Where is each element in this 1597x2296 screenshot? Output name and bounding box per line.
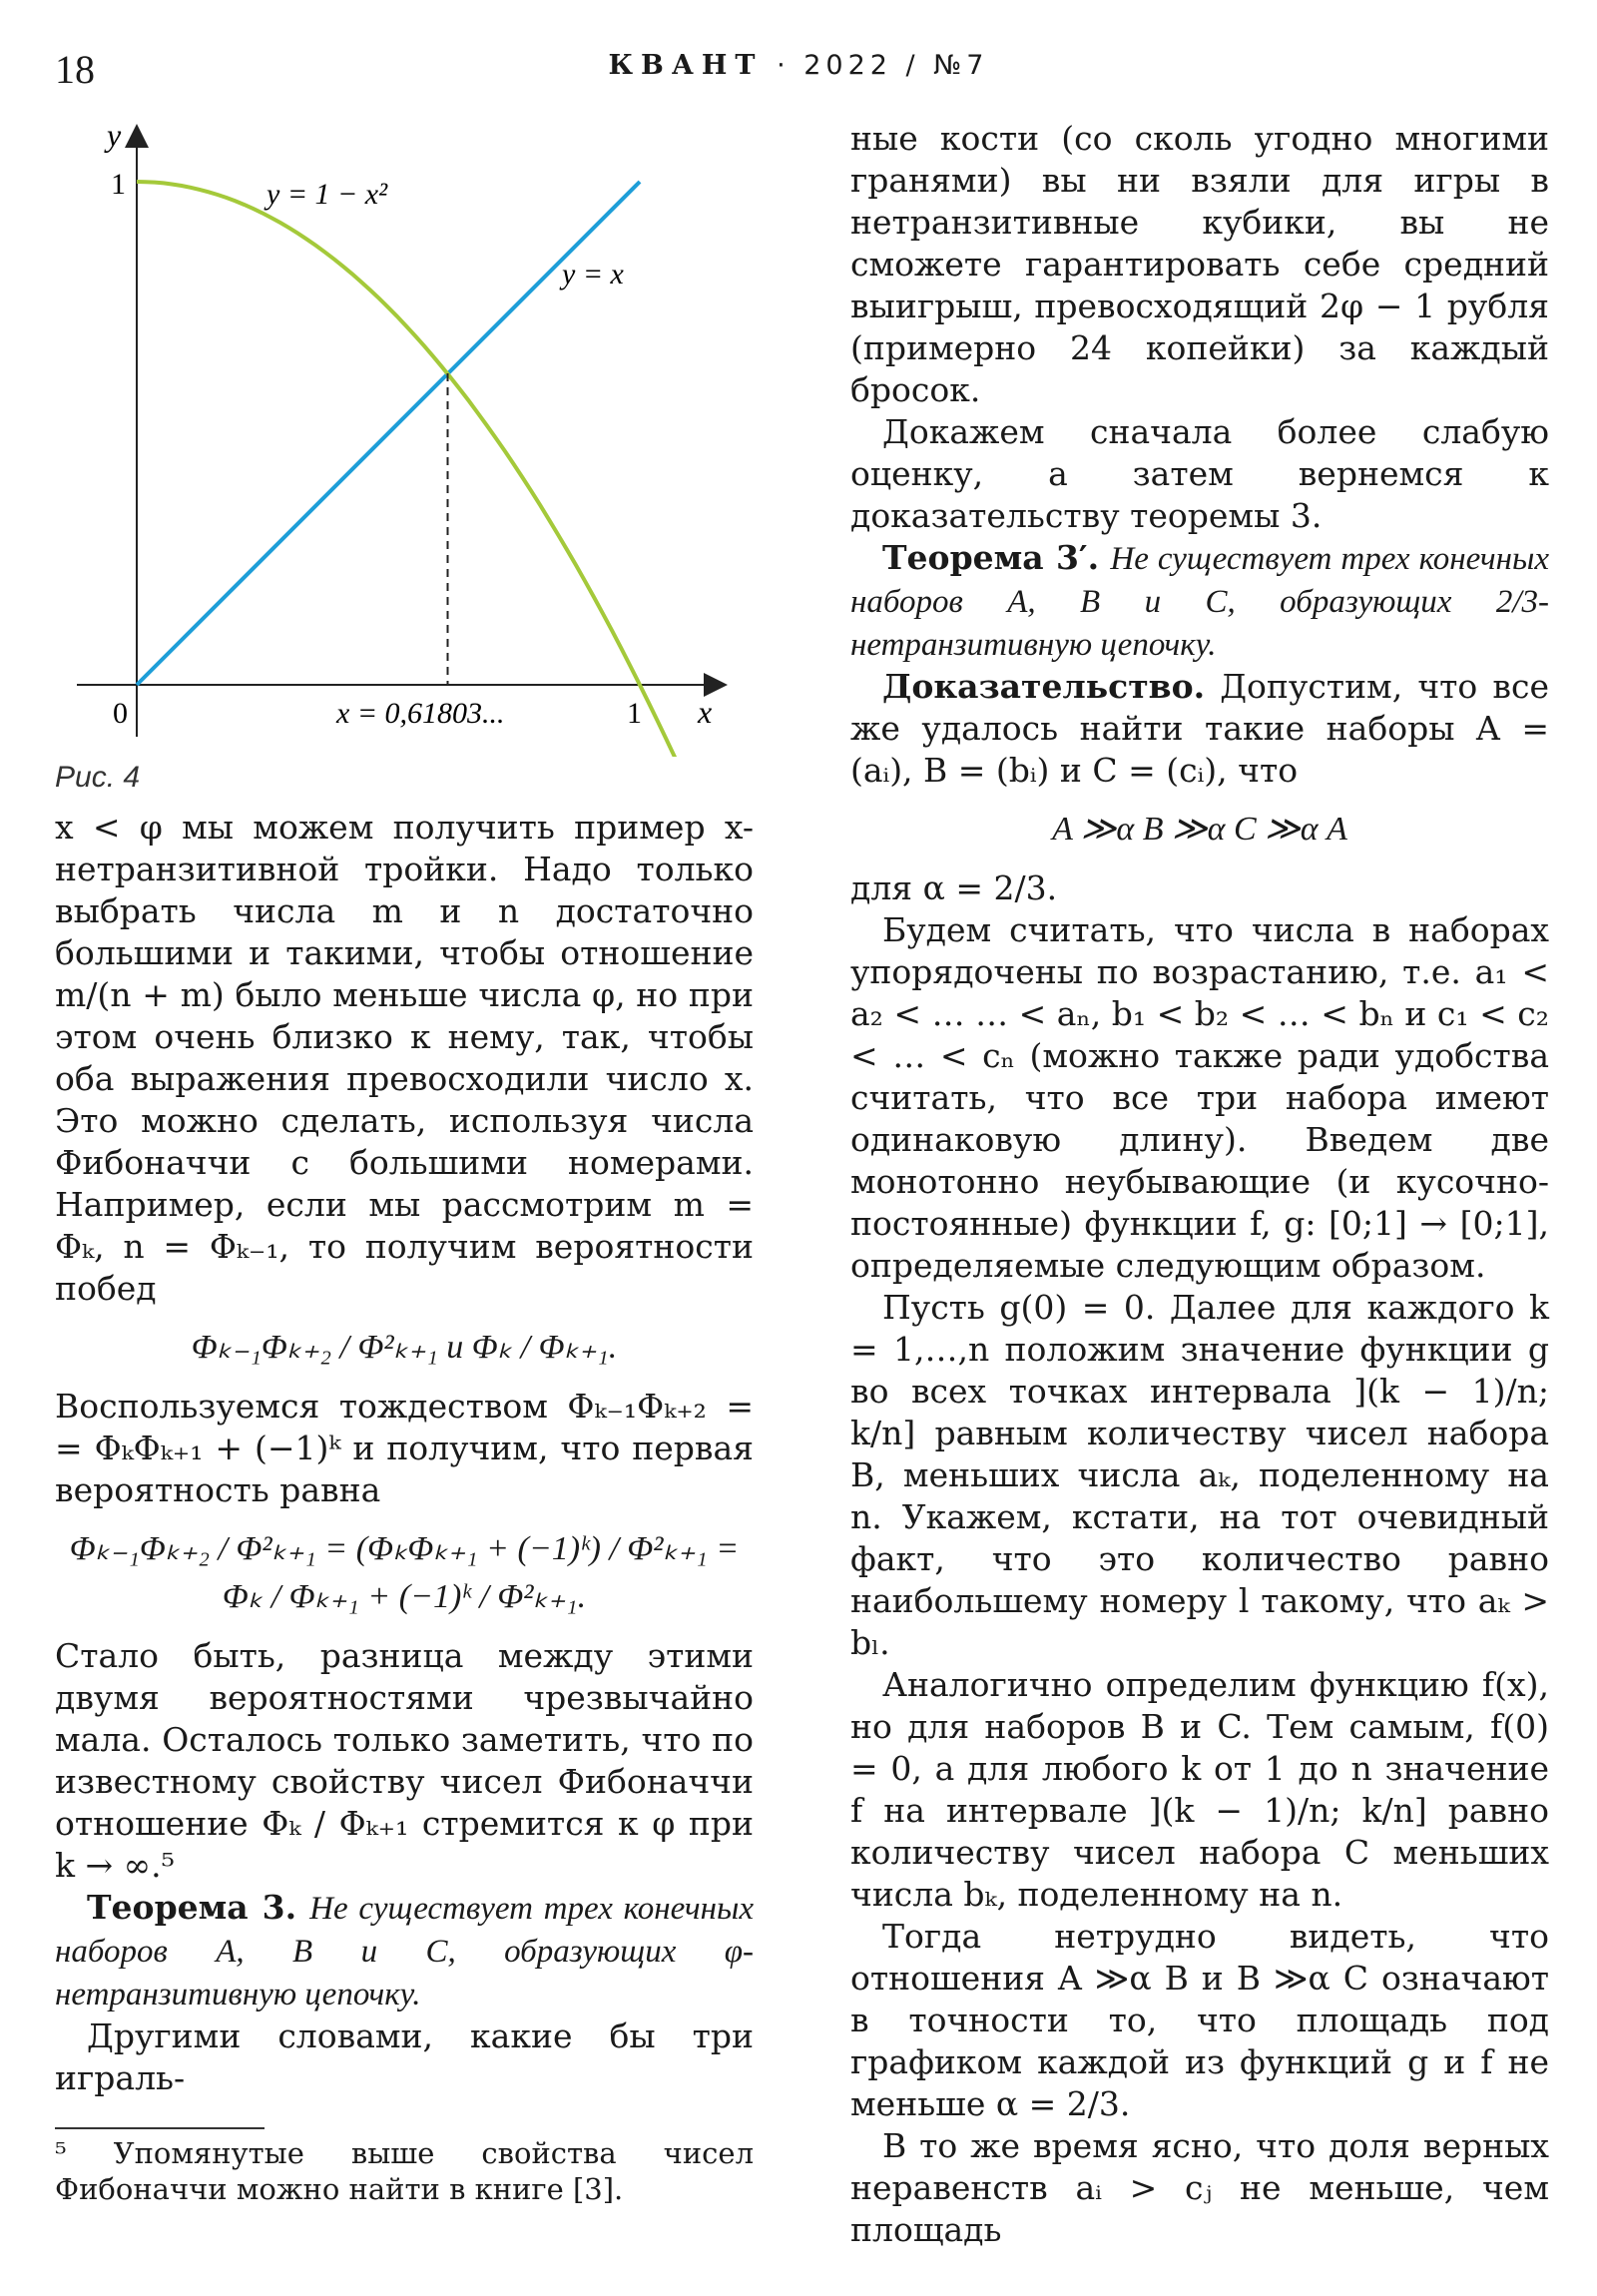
figure-4 [55, 118, 754, 757]
footnote-divider [55, 2127, 265, 2129]
function-plot [55, 118, 754, 757]
proof-title: Доказательство. [882, 667, 1206, 706]
right-paragraph-1: ные кости (со сколь угодно многими гранями) вы ни взяли для игры в нетранзитивные кубики, вы не сможете гарантировать себе средний выигрыш, превосходящий 2φ − 1 рубля (примерно 24 копейки) за каждый бросок. [850, 119, 1549, 409]
page-header [0, 40, 1597, 100]
figure-caption: Рис. 4 [55, 761, 141, 794]
right-paragraph-5: Пусть g(0) = 0. Далее для каждого k = 1,…,n положим значение функции g во всех точках интервала ](k − 1)/n; k/n] равным количеству чисел набора B, меньших числа aₖ, поделенному на n. Укажем, кстати, на тот очевидный факт, что это количество равно наибольшему номеру l такому, что aₖ > bₗ. [850, 1288, 1549, 1662]
intersection-label: x = 0,61803... [336, 697, 505, 730]
formula-probabilities: Φₖ₋₁Φₖ₊₂ / Φ²ₖ₊₁ и Φₖ / Φₖ₊₁. [191, 1329, 618, 1366]
formula-first-probability: Φₖ₋₁Φₖ₊₂ / Φ²ₖ₊₁ = (ΦₖΦₖ₊₁ + (−1)ᵏ) / Φ²ₖ₊₁ = Φₖ / Φₖ₊₁ + (−1)ᵏ / Φ²ₖ₊₁. [69, 1530, 740, 1615]
theorem-3-title: Теорема 3. [87, 1888, 297, 1927]
right-paragraph-6: Аналогично определим функцию f(x), но для наборов B и C. Тем самым, f(0) = 0, а для любого k от 1 до n значение f на интервале ](k − 1)/n; k/n] равно количеству чисел набора C меньших числа bₖ, поделенному на n. [850, 1665, 1549, 1914]
formula-chain: A ≫α B ≫α C ≫α A [1052, 811, 1347, 848]
right-paragraph-4: Будем считать, что числа в наборах упорядочены по возрастанию, т.е. a₁ < a₂ < … … < aₙ, b₁ < b₂ < … < bₙ и c₁ < c₂ < … < cₙ (можно также ради удобства считать, что все три набора имеют одинаковую длину). Введем две монотонно неубывающие (и кусочно-постоянные) функции f, g: [0;1] → [0;1], определяемые следующим образом. [850, 910, 1549, 1285]
left-column [55, 118, 754, 2207]
page-number: 18 [55, 47, 95, 92]
line-label: y = x [562, 258, 624, 290]
left-paragraph-2: Воспользуемся тождеством Φₖ₋₁Φₖ₊₂ = = ΦₖΦₖ₊₁ + (−1)ᵏ и получим, что первая вероятность равна [55, 1387, 754, 1509]
tick-label-one-x: 1 [627, 697, 642, 730]
journal-title [0, 50, 1597, 81]
right-paragraph-8: В то же время ясно, что доля верных неравенств aᵢ > cⱼ не меньше, чем площадь [850, 2126, 1549, 2249]
right-paragraph-3: для α = 2/3. [850, 868, 1058, 907]
proof [850, 666, 1549, 792]
left-paragraph-1: x < φ мы можем получить пример x-нетранзитивной тройки. Надо только выбрать числа m и n достаточно большими и такими, чтобы отношение m/(n + m) было меньше числа φ, но при этом очень близко к нему, так, чтобы оба выражения превосходили число x. Это можно сделать, используя числа Фибоначчи с большими номерами. Например, если мы рассмотрим m = Φₖ, n = Φₖ₋₁, то получим вероятности побед [55, 808, 754, 1308]
right-paragraph-2: Докажем сначала более слабую оценку, а затем вернемся к доказательству теоремы 3. [850, 412, 1549, 535]
tick-label-zero: 0 [113, 697, 128, 730]
theorem-3-text: Не существует трех конечных наборов A, B и C, образующих φ-нетранзитивную цепочку. [55, 1891, 754, 2012]
left-paragraph-3: Стало быть, разница между этими двумя вероятностями чрезвычайно мала. Осталось только заметить, что по известному свойству чисел Фибоначчи отношение Φₖ / Φₖ₊₁ стремится к φ при k → ∞.⁵ [55, 1636, 754, 1885]
left-paragraph-4: Другими словами, какие бы три играль- [55, 2016, 754, 2097]
y-axis-label: y [107, 118, 122, 153]
theorem-3-prime-text: Не существует трех конечных наборов A, B и C, образующих 2/3-нетранзитивную цепочку. [850, 541, 1549, 663]
tick-label-one-y: 1 [111, 168, 126, 201]
journal-issue: · 2022 / №7 [777, 50, 989, 81]
theorem-3-prime [850, 537, 1549, 666]
theorem-3 [55, 1887, 754, 2015]
right-paragraph-7: Тогда нетрудно видеть, что отношения A ≫α B и B ≫α C означают в точности то, что площадь под графиком каждой из функций g и f не меньше α = 2/3. [850, 1917, 1549, 2123]
x-axis-label: x [698, 694, 713, 730]
right-column [850, 118, 1549, 2251]
footnote: ⁵ Упомянутые выше свойства чисел Фибоначчи можно найти в книге [3]. [55, 2136, 754, 2206]
theorem-3-prime-title: Теорема 3′. [882, 538, 1100, 577]
curve-label: y = 1 − x² [266, 178, 388, 211]
journal-name: КВАНТ [608, 50, 764, 81]
proof-text: Допустим, что все же удалось найти такие наборы A = (aᵢ), B = (bᵢ) и C = (cᵢ), что [850, 667, 1549, 790]
